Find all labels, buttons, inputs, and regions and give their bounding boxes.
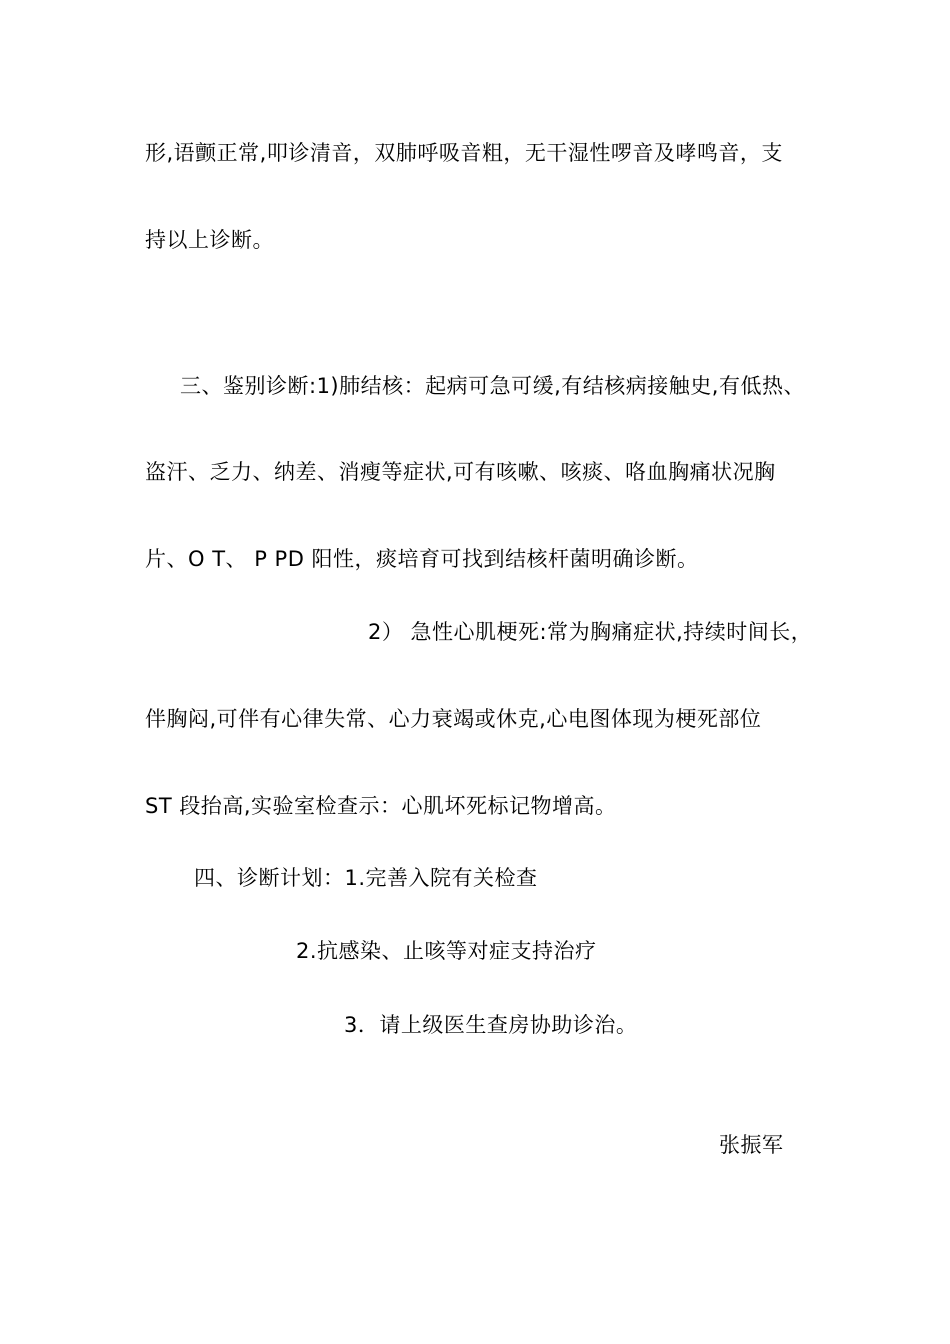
text-line-7: 伴胸闷,可伴有心律失常、心力衰竭或休克,心电图体现为梗死部位: [145, 707, 762, 731]
text-line-3: 三、鉴别诊断:1)肺结核：起病可急可缓,有结核病接触史,有低热、: [180, 374, 805, 398]
text-line-1: 形,语颤正常,叩诊清音，双肺呼吸音粗，无干湿性啰音及哮鸣音，支: [145, 141, 783, 165]
text-line-2: 持以上诊断。: [145, 228, 274, 252]
text-line-8: ST 段抬高,实验室检查示：心肌坏死标记物增高。: [145, 794, 617, 818]
text-line-10: 2.抗感染、止咳等对症支持治疗: [296, 939, 597, 963]
text-line-11: 3．请上级医生查房协助诊治。: [344, 1013, 638, 1037]
text-line-6: 2） 急性心肌梗死:常为胸痛症状,持续时间长，: [368, 620, 813, 644]
text-line-9: 四、诊断计划：1.完善入院有关检查: [194, 866, 538, 890]
text-line-4: 盗汗、乏力、纳差、消瘦等症状,可有咳嗽、咳痰、咯血胸痛状况胸: [145, 460, 776, 484]
signature-name: 张振军: [719, 1133, 784, 1157]
text-line-5: 片、O T、 P PD 阳性，痰培育可找到结核杆菌明确诊断。: [145, 547, 699, 571]
